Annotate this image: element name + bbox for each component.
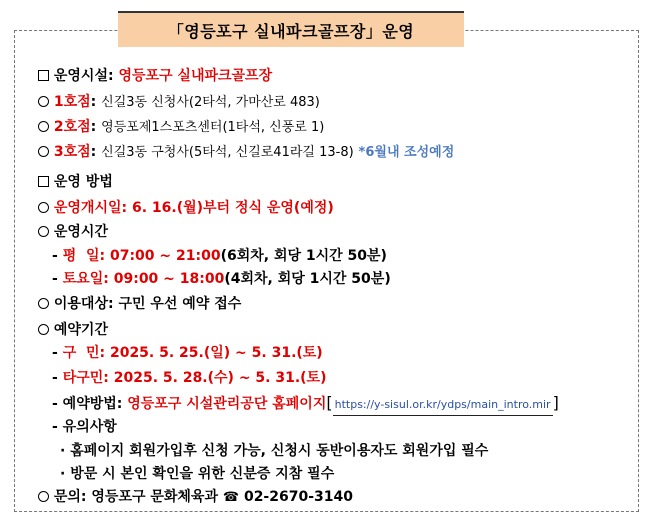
- branch-detail: 신길3동 신청사(2타석, 가마산로 483): [101, 95, 320, 110]
- opening-text: 운영개시일: 6. 16.(월)부터 정식 운영(예정): [53, 200, 334, 216]
- method-prefix: - 예약방법:: [52, 396, 123, 412]
- branch-note: *6월내 조성예정: [358, 145, 455, 160]
- circle-bullet-icon: [38, 324, 49, 335]
- phone-icon: ☎: [222, 490, 240, 505]
- circle-bullet-icon: [38, 96, 49, 107]
- target-text: 이용대상: 구민 우선 예약 접수: [53, 296, 242, 312]
- hours-time: 09:00 ~ 18:00: [113, 271, 225, 287]
- reservation-nonresident: [52, 368, 326, 388]
- reservation-period: 타구민: 2025. 5. 28.(수) ~ 5. 31.(토): [62, 370, 327, 386]
- circle-bullet-icon: [38, 146, 49, 157]
- reservation-period: 구 민: 2025. 5. 25.(일) ~ 5. 31.(토): [62, 345, 323, 361]
- hours-detail: (6회차, 회당 1시간 50분): [220, 248, 387, 264]
- reservation-heading: [38, 320, 108, 340]
- square-bullet-icon: [38, 176, 49, 187]
- reservation-method: [52, 393, 559, 416]
- branch-sep: :: [90, 94, 97, 110]
- circle-bullet-icon: [38, 202, 49, 213]
- method-heading: [38, 172, 113, 192]
- contact-phone: 02-2670-3140: [243, 489, 353, 505]
- contact-line: [38, 487, 353, 508]
- hours-label: 운영시간: [53, 224, 108, 240]
- reservation-prefix: -: [52, 370, 63, 386]
- reservation-resident: [52, 343, 323, 363]
- hours-time: 07:00 ~ 21:00: [109, 248, 221, 264]
- facility-line: [38, 66, 272, 86]
- hours-day-label: 토요일:: [62, 271, 109, 287]
- notice-title: 「영등포구 실내파크골프장」운영: [118, 11, 464, 47]
- method-value: 영등포구 시설관리공단 홈페이지: [127, 396, 327, 412]
- bracket-left: [: [326, 393, 333, 412]
- square-bullet-icon: [38, 70, 49, 81]
- branch-sep: :: [90, 119, 97, 135]
- method-label: 운영 방법: [53, 174, 113, 190]
- hours-weekday: [52, 246, 387, 266]
- hours-heading: [38, 222, 108, 242]
- branch-1: [38, 92, 320, 113]
- opening-line: [38, 198, 334, 218]
- branch-name: 2호점: [53, 119, 91, 135]
- hours-saturday: [52, 269, 391, 289]
- hours-detail: (4회차, 회당 1시간 50분): [224, 271, 391, 287]
- note-item: · 홈페이지 회원가입후 신청 가능, 신청시 동반이용자도 회원가입 필수: [60, 443, 489, 459]
- circle-bullet-icon: [38, 121, 49, 132]
- circle-bullet-icon: [38, 491, 49, 502]
- target-line: [38, 294, 241, 314]
- reservation-label: 예약기간: [53, 322, 108, 338]
- homepage-link[interactable]: https://y-sisul.or.kr/ydps/main_intro.mir: [333, 395, 553, 416]
- branch-sep: :: [90, 144, 97, 160]
- facility-label: 운영시설:: [53, 68, 114, 84]
- hours-prefix: -: [52, 271, 63, 287]
- note-item: · 방문 시 본인 확인을 위한 신분증 지참 필수: [60, 466, 335, 482]
- branch-name: 3호점: [53, 144, 91, 160]
- hours-day-label: 평 일:: [62, 248, 106, 264]
- branch-detail: 신길3동 구청사(5타석, 신길로41라길 13-8): [101, 145, 354, 160]
- branch-2: [38, 117, 324, 138]
- circle-bullet-icon: [38, 298, 49, 309]
- hours-prefix: -: [52, 248, 63, 264]
- notes-heading: - 유의사항: [52, 419, 117, 435]
- reservation-prefix: -: [52, 345, 63, 361]
- bracket-right: ]: [552, 393, 559, 412]
- circle-bullet-icon: [38, 226, 49, 237]
- branch-name: 1호점: [53, 94, 91, 110]
- contact-text: 문의: 영등포구 문화체육과: [53, 489, 218, 505]
- branch-detail: 영등포제1스포츠센터(1타석, 신풍로 1): [101, 120, 325, 135]
- branch-3: [38, 142, 454, 163]
- facility-value: 영등포구 실내파크골프장: [118, 68, 273, 84]
